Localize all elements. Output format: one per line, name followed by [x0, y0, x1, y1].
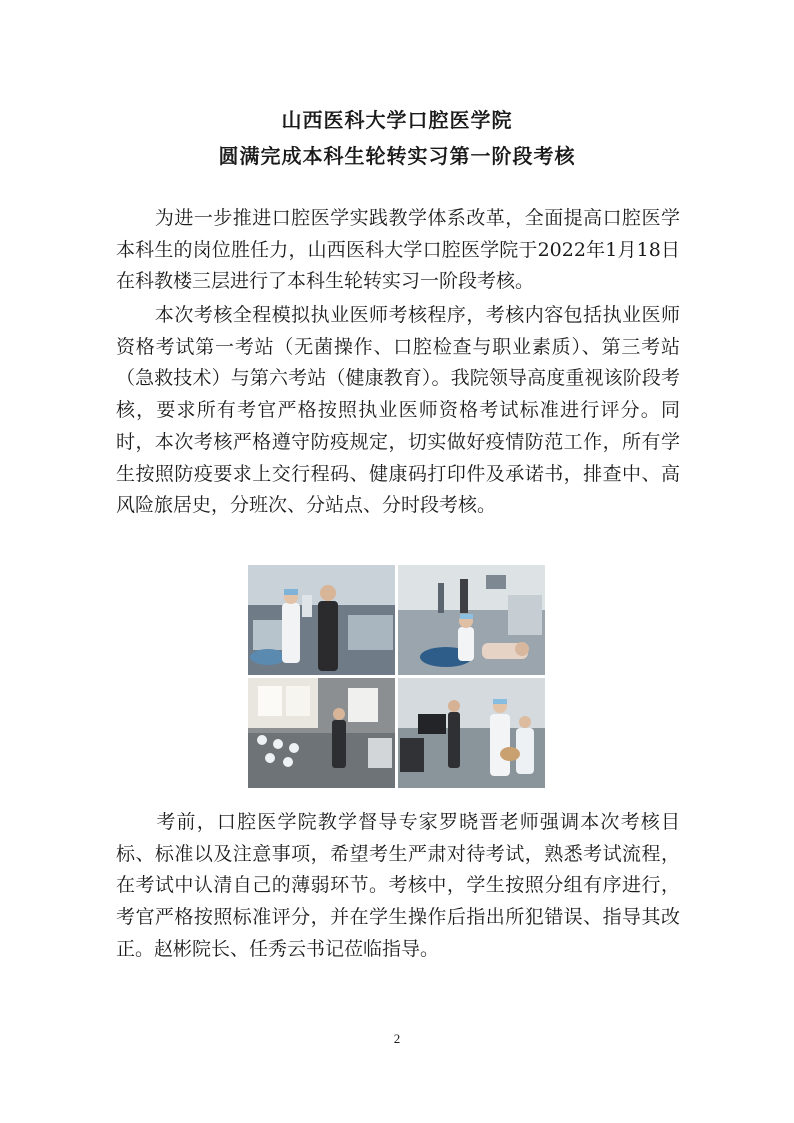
photo-oral-exam-station	[398, 678, 545, 788]
page-number: 2	[393, 1031, 401, 1046]
paragraph-intro: 为进一步推进口腔医学实践教学体系改革，全面提高口腔医学本科生的岗位胜任力，山西医科大学口腔医学院于2022年1月18日在科教楼三层进行了本科生轮转实习一阶段考核。	[116, 207, 680, 293]
paragraph-exam-process: 考前，口腔医学院教学督导专家罗晓晋老师强调本次考核目标、标准以及注意事项，希望考生严肃对待考试，熟悉考试流程，在考试中认清自己的薄弱环节。考核中，学生按照分组有序进行，考官严格按照标准评分，并在学生操作后指出所犯错误、指导其改正。赵彬院长、任秀云书记莅临指导。	[116, 811, 680, 960]
photo-cpr-station	[398, 565, 545, 675]
document-title-line-1: 山西医科大学口腔医学院	[281, 108, 513, 132]
photo-clinic-inspection	[248, 565, 395, 675]
photo-collage	[248, 565, 546, 787]
document-title-line-2: 圆满完成本科生轮转实习第一阶段考核	[218, 144, 576, 168]
paragraph-exam-content: 本次考核全程模拟执业医师考核程序，考核内容包括执业医师资格考试第一考站（无菌操作、口腔检查与职业素质）、第三考站（急救技术）与第六考站（健康教育）。我院领导高度重视该阶段考核，要求所有考官严格按照执业医师资格考试标准进行评分。同时，本次考核严格遵守防疫规定，切实做好疫情防范工作，所有学生按照防疫要求上交行程码、健康码打印件及承诺书，排查中、高风险旅居史，分班次、分站点、分时段考核。	[116, 304, 680, 517]
photo-briefing-room	[248, 678, 395, 788]
